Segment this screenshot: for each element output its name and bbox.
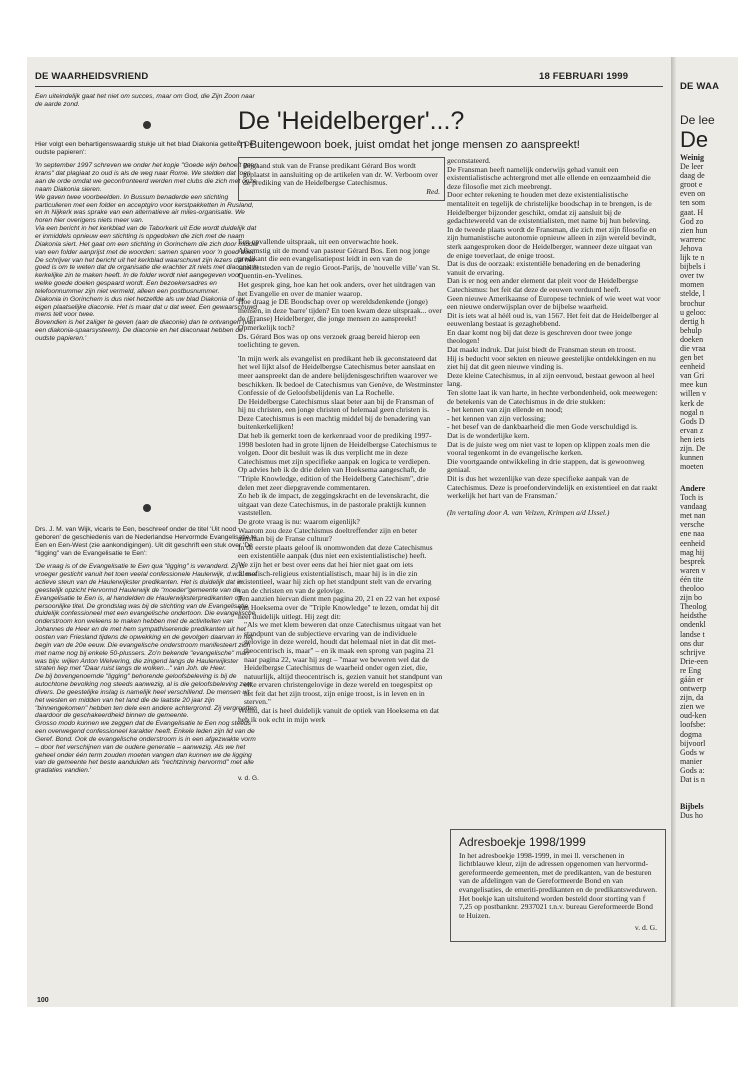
article-column-middle <box>238 238 443 724</box>
article-paragraph: Waarom zou deze Catechismus doeltreffender zijn en beter aanslaan bij de Franse cultuur? <box>238 525 418 544</box>
article-paragraph: Hoe draag je DE Boodschap over op wereldsdenkende (jonge) mensen, in deze 'barre' tijden? En toen kwam deze uitspraak... over de (Franse) Heidelberger, die jonge mensen zo aanspreekt! Opmerkelijk toch? <box>238 297 442 332</box>
adjacent-text-line: zijn. De <box>680 444 706 453</box>
left-signature: v. d. G. <box>237 775 259 783</box>
adjacent-text-line: dogma <box>680 729 702 739</box>
adjacent-text-line: zien we <box>680 702 705 712</box>
article-paragraph: Welnu, dat is heel duidelijk vanuit de optiek van Hoeksema en dat heb ik ook echt in mijn werk <box>238 706 439 724</box>
evangelisatie-quote-2: De bij bovengenoemde "ligging" behorende geloofsbeleving is bij de autochtone bevolking nog steeds aanwezig, al is die geloofsbeleving zeer divers. De geestelijke inslag is namelijk heel verschillend. De mensen uit het westen en midden van het land die de laatste 20 jaar zijn "binnengekomen" hebben ten dele een andere achtergrond. Zij vergrootten daardoor de geschakeerdheid binnen de gemeente. <box>35 673 257 720</box>
adjacent-text-line: kerk de <box>680 398 704 408</box>
adjacent-text-line: Toch is <box>680 493 704 503</box>
adjacent-text-line: u geloo: <box>680 307 706 317</box>
evangelisatie-quote-1: 'De vraag is of de Evangelisatie te Een qua "ligging" is veranderd. Zij is vroeger gesticht vanuit het toen veelal confessionele Haulerwijk, d.w.z. met actieve steun van de Haulerwijkster predikanten. Het is duidelijk dat in geestelijk opzicht Hervormd Haulerwijk de "moeder"gemeente van de Evangelisatie te Een is, al handelden de Haulerwijksterpredikanten op persoonlijke titel. De grondslag was bij de stichting van de Evangelisatie duidelijk confessioneel met een evangelische ondertoon. Die evangelische onderstroom kon weleens te maken hebben met de activiteiten van Johannes de Heer en de met hem sympathiserende predikanten uit het oosten van Friesland tijdens de opwekking en de gevolgen daarvan in het begin van de 20e eeuw. Die evangelische onderstroom manifesteert zich met name nog bij enkele 50-plussers. Zo'n bekende "evangelische" man was bijv. wijlen Anton Welvering, die zingend langs de Haulerwijkster straten liep met "Daar ruist langs de wolken..." van Joh. de Heer. <box>35 563 257 673</box>
adjacent-text-line: Dus ho <box>680 811 703 821</box>
article-paragraph: Hij is beducht voor sekten en nieuwe geestelijke ontdekkingen en nu ziet hij dat dit geen nieuwe vinding is. <box>447 353 656 372</box>
diakonia-quote-5: Diakonia in Gorinchem is dus niet hetzelfde als uw blad Diakonia of uw eigen plaatselijke diaconie. Het is maar dat u dat weet. Een gewaarschuwd mens telt voor twee. <box>35 295 257 319</box>
article-paragraph: Op advies heb ik de drie delen van Hoeksema aangeschaft, de "Triple Knowledge, edition of the Heidelberg Catechism", drie delen met zeer diepgravende commentaren. <box>238 465 429 492</box>
adjacent-text-line: brochur <box>680 298 705 308</box>
article-paragraph: In de tweede plaats wordt de Fransman, die zich met zijn filosofie en zijn humanistische autonomie opnieuw alleen in zijn wereld bevindt, sterk aangesproken door de Heidelberger, wanneer deze uitgaat van de enige toeverlaat, de enige troost. <box>447 224 657 260</box>
article-paragraph: 'In mijn werk als evangelist en predikant heb ik geconstateerd dat het wel lijkt alsof de Heidelbergse Catechismus beter aanslaat en meer aanspreekt dan de andere belijdenisgeschriften waarover we beschikken. Ik bedoel de Catechismus van Genève, de Westminster Confessie of de Geloofsbelijdenis van La Rochelle. <box>238 353 443 398</box>
article-paragraph: In de eerste plaats geloof ik onomwonden dat deze Catechismus een existentiële aanpak (dus niet een existentialistische) heeft. <box>238 542 433 561</box>
adjacent-text-line: God zo <box>680 216 704 226</box>
adjacent-text-line: oud-ken <box>680 711 707 721</box>
bullet-separator <box>143 121 151 129</box>
article-paragraph: De Fransman heeft namelijk onderwijs gehad vanuit een existentialistische achtergrond met alle ellende en eenzaamheid die deze filosofie met zich meebrengt. <box>447 164 651 191</box>
adjacent-text-line: Dat is n <box>680 775 705 784</box>
adjacent-column-3 <box>680 802 738 820</box>
bullet-separator <box>143 504 151 512</box>
adjacent-text-line: gaat. H <box>680 207 704 217</box>
list-item: - het kennen van zijn ellende en nood; <box>447 405 563 415</box>
left-column-bottom <box>35 504 259 783</box>
adjacent-text-line: mee kun <box>680 380 708 390</box>
article-paragraph: Zo heb ik de impact, de zeggingskracht en de levenskracht, die uitgaat van deze Catechismus, in de pastorale praktijk kunnen vaststellen. <box>238 491 430 518</box>
left-column-top <box>35 93 259 343</box>
adjacent-text-line: Weinig <box>680 153 705 162</box>
adjacent-text-line: schrijve <box>680 647 706 657</box>
evangelisatie-quote-3: Grosso modo kunnen we zeggen dat de Evangelisatie te Een nog steeds een overwegend confessioneel karakter heeft. Enkele leden zijn lid van de Geref. Bond. Ook de evangelische onderstroom is in een afgezwakte vorm – door het verschijnen van de oudere generatie – aanwezig. Als we het geheel onder één term zouden moeten vangen dan kunnen we de ligging van de gemeente het beste aanduiden als "rechtzinnig hervormd" met alle gradaties vandien.' <box>35 720 256 775</box>
article-paragraph: Door echter rekening te houden met deze existentialistische mentaliteit en tegelijk de christelijke boodschap in te brengen, is de Heidelberger bijzonder geschikt, omdat zij aansluit bij de gedachtewereld van de existentialisten, met name bij hun beleving. <box>447 190 652 226</box>
adjacent-text-line: kunnen <box>680 453 704 463</box>
article-paragraph: Die voortgaande ontwikkeling in drie stappen, dat is gewoonweg geniaal. <box>447 456 645 475</box>
adjacent-text-line: bijvoorl <box>680 738 706 748</box>
adjacent-text-line: Drie-een <box>680 656 708 666</box>
adresboekje-title: Adresboekje 1998/1999 <box>459 835 586 849</box>
adjacent-text-line: Gods w <box>680 747 705 757</box>
adjacent-text-line: die vraa <box>680 343 706 353</box>
article-paragraph: Dit is iets wat al héél oud is, van 1567. Het feit dat de Heidelberger al eeuwenlang bestaat is gezaghebbend. <box>447 310 659 329</box>
adjacent-text-line: hen iets <box>680 434 705 444</box>
adjacent-text-line: lijk te n <box>680 253 705 263</box>
article-paragraph: Ten slotte laat ik van harte, in hechte verbondenheid, ook meewegen: de betekenis van de Catechismus in de drie stukken: <box>447 388 658 406</box>
article-paragraph: Dat maakt indruk. Dat juist biedt de Fransman steun en troost. <box>447 345 636 355</box>
article-paragraph: Ten aanzien hiervan dient men pagina 20, 21 en 22 van het exposé van Hoeksema over de "Triple Knowledge" te lezen, omdat hij dit heel duidelijk uitlegt. Hij zegt dit: <box>238 594 440 621</box>
article-paragraph: Dat is dus de oorzaak: existentiële benadering en de benadering vanuit de ervaring. <box>447 259 641 277</box>
adjacent-text-line: ontwerp <box>680 684 707 694</box>
adresboekje-text: In het adresboekje 1998-1999, in mei ll. verschenen in lichtblauwe kleur, zijn de adressen opgenomen van hervormd-gereformeerde gemeenten, met de predikanten, van de besturen van de afdelingen van de Gereformeerde Bond en van evangelisaties, de emeriti-predikanten en de predikantsweduwen. <box>459 850 657 894</box>
adjacent-text-line: van Gri <box>680 371 705 381</box>
evangelisatie-intro: Drs. J. M. van Wijk, vicaris te Een, beschreef onder de titel 'Uit nood geboren' de geschiedenis van de Nederlandse Hervormde Evangelisatie te Een en Een-West (zie aankondigingen). Uit dit geschrift een stuk over 'De "ligging" van de Evangelisatie te Een': <box>35 526 257 557</box>
adjacent-text-line: momen <box>680 280 704 290</box>
article-paragraph: Dit is dus het wezenlijke van deze specifieke aanpak van de Catechismus. Deze is proefondervindelijk en existentieel en dat raakt werkelijk het hart van de Fransman.' <box>447 473 658 501</box>
diakonia-quote-3: Via een bericht in het kerkblad van de Taborkerk uit Ede wordt duidelijk dat er inmiddels opnieuw een stichting is opgedoken die zich met de naam Diakonia siert. Het gaat om een stichting in Gorinchem die zich door middel van een folder aanprijst met de woorden: samen sparen voor 'n goed doel. <box>35 225 259 256</box>
adjacent-text-line: heidsthe <box>680 611 707 621</box>
adjacent-text-line: landse t <box>680 629 705 639</box>
adjacent-text-line: ondenkl <box>680 620 706 630</box>
article-paragraph: En daar komt nog bij dat deze is geschreven door twee jonge theologen! <box>447 327 632 346</box>
article-paragraph: geconstateerd. <box>447 156 491 165</box>
adjacent-text-line: nogal n <box>680 407 704 417</box>
list-item: - het kennen van zijn verlossing; <box>447 413 546 423</box>
adjacent-text-line: moeten <box>680 462 704 472</box>
adresboekje-order-text: Het boekje kan uitsluitend worden besteld door storting van f 7,25 op postbanknr. 2937021 t.n.v. bureau Gereformeerde Bond te Huizen. <box>459 893 653 920</box>
adjacent-text-line: theoloo <box>680 584 704 594</box>
adjacent-text-line: zien hun <box>680 225 708 235</box>
adjacent-text-line: dertig h <box>680 316 705 326</box>
adjacent-text-line: Jehova <box>680 243 703 253</box>
adjacent-text-line: daag de <box>680 171 705 181</box>
adjacent-text-line: eenheid <box>680 362 705 372</box>
issue-date: 18 FEBRUARI 1999 <box>539 71 629 82</box>
adjacent-text-line: Gods a: <box>680 765 705 775</box>
article-paragraph: Deze kleine Catechismus, in al zijn eenvoud, bestaat gewoon al heel lang. <box>447 370 655 389</box>
adjacent-text-line: ervan z <box>680 425 704 435</box>
header-rule <box>35 86 663 87</box>
adjacent-title-line-2: De <box>680 127 709 152</box>
article-paragraph: De Heidelbergse Catechismus slaat beter aan bij de Fransman of hij nu christen, een jonge christen of helemaal geen christen is. <box>238 396 434 415</box>
article-paragraph: We zijn het er best over eens dat hei hier niet gaat om iets filosofisch-religieus existentialistisch, maar hij is in die zin existentieel, waar hij zich op het standpunt stelt van de ervaring van de christen en van de gelovige. <box>238 559 432 595</box>
article-paragraph: De grote vraag is nu: waarom eigenlijk? <box>238 517 360 526</box>
adjacent-title-line-1: De lee <box>680 113 715 127</box>
adjacent-text-line: ene naa <box>680 529 705 539</box>
article-paragraph: Deze Catechismus is een machtig middel bij de benadering van buitenkerkelijken! <box>238 413 431 432</box>
adjacent-text-line: bijbels i <box>680 262 706 272</box>
adjacent-text-line: manier <box>680 756 703 766</box>
article-paragraph: Ds. Gérard Bos was op ons verzoek graag bereid hierop een toelichting te geven. <box>238 331 420 350</box>
hoeksema-quote: "Als we met klem beweren dat onze Catechismus uitgaat van het standpunt van de subjectieve ervaring van de individuele gelovige in deze wereld, houdt dat helemaal niet in dat dit met-theocentrisch is, maar" – en ik maak een sprong van pagina 21 naar pagina 22, waar hij zegt – "maar we beweren wel dat de Heidelbergse Catechismus de waarheid onder ogen ziet, die, natuurlijk, altijd theocentrisch is, gezien vanuit het standpunt van elke ervaren christengelovige in deze wereld en toegespitst op het feit dat het zijn troost, zijn enige troost, is in leven en in sterven." <box>244 620 443 707</box>
adjacent-text-line: Gods D <box>680 416 705 426</box>
article-paragraph: Dat is de juiste weg om niet vast te lopen op klippen zoals men die vooral tegenkomt in de evangelische kerken. <box>447 439 650 458</box>
adjacent-text-line: willen v <box>680 389 706 399</box>
adresboekje-signature: v. d. G. <box>634 923 657 933</box>
adjacent-page <box>676 57 738 1007</box>
adjacent-text-line: zijn, da <box>680 693 704 703</box>
adjacent-text-line: groot e <box>680 180 703 190</box>
intro-box <box>238 157 445 201</box>
article-subtitle: 'n Buitengewoon boek, juist omdat het jonge mensen zo aanspreekt! <box>238 139 580 151</box>
adjacent-text-line: waren v <box>680 565 706 575</box>
article-paragraph: Dan is er nog een ander element dat pleit voor de Heidelbergse Catechismus: het feit dat deze de eeuwen verduurd heeft. <box>447 276 639 294</box>
adjacent-text-line: even on <box>680 189 706 199</box>
adjacent-column-2 <box>680 484 738 784</box>
diakonia-quote-2: We gaven twee voorbeelden. In Bussum benaderde een stichting particulieren met een folder en acceptgiro voor kerstpakketten in Rusland, en in Nijkerk was sprake van een alternatieve air miles-organisatie. We horen hier overigens niets meer van. <box>35 193 254 225</box>
article-paragraph: Geen nieuwe Amerikaanse of Europese techniek of wie weet wat voor een nieuwe onderwijsplan over de bijbelse waarheid. <box>447 293 661 312</box>
adjacent-column-1 <box>680 153 738 471</box>
adjacent-text-line: met nan <box>680 511 706 521</box>
adresboekje-box <box>450 829 666 942</box>
intro-box-signature: Red. <box>426 186 440 196</box>
adjacent-text-line: besprek <box>680 556 705 566</box>
adjacent-text-line: stelde, l <box>680 289 705 299</box>
adjacent-text-line: re Eng <box>680 665 702 675</box>
adjacent-text-line: De leer <box>680 162 704 172</box>
adjacent-text-line: ons dur <box>680 638 704 648</box>
article-column-right <box>447 157 661 517</box>
adjacent-text-line: over tw <box>680 271 705 281</box>
adjacent-text-line: één tite <box>680 574 704 584</box>
intro-quote: Een uiteindelijk gaat het niet om succes, maar om God, die Zijn Zoon naar de aarde zond. <box>35 93 255 108</box>
adjacent-text-line: ten som <box>680 198 706 208</box>
publication-name: DE WAARHEIDSVRIEND <box>35 71 149 82</box>
article-paragraph: Afkomstig uit de mond van pasteur Gérard Bos. Een nog jonge predikant die een evangelisatiepost leidt in een van de satellietsteden van de regio Groot-Parijs, de 'nouvelle ville' van St. Quentin-en-Yvelines. <box>238 245 441 281</box>
article-paragraph: Een opvallende uitspraak, uit een onverwachte hoek. <box>238 237 399 246</box>
adjacent-text-line: behulp <box>680 325 702 335</box>
adjacent-text-line: Bijbels <box>680 802 704 811</box>
page-number: 100 <box>37 997 49 1004</box>
intro-box-text: Bijgaand stuk van de Franse predikant Gérard Bos wordt geplaatst in aansluiting op de artikelen van dr. W. Verboom over de prediking van de Heidelbergse Catechismus. <box>243 161 438 188</box>
adjacent-text-line: vandaag <box>680 502 707 512</box>
adjacent-text-line: versche <box>680 520 705 530</box>
diakonia-quote-1: 'In september 1997 schreven we onder het kopje "Goede wijn behoeft geen krans" dat plagiaat zo oud is als de weg naar Rome. We stelden dat toen aan de orde omdat we geconfronteerd werden met clubs die zich met onze naam Diakonia sieren. <box>35 162 258 193</box>
adjacent-text-line: Theolog <box>680 602 707 612</box>
article-paragraph: Dat heb ik gemerkt toen de kerkenraad voor de prediking 1997-1998 besloten had in grote lijnen de Heidelbergse Catechismus te volgen. Door dit besluit was ik dus verplicht me in deze Catechismus met zijn specifieke aanpak en logica te verdiepen. <box>238 431 437 466</box>
adjacent-text-line: gáán er <box>680 674 704 684</box>
diakonia-quote-6: Bovendien is het zaliger te geven (aan de diaconie) dan te ontvangen (van een diakonia-spaarsysteem). De diaconie en het diaconaat hebben de oudste papieren.' <box>35 319 256 342</box>
adjacent-text-line: Andere <box>680 484 706 493</box>
adjacent-text-line: mag hij <box>680 547 705 557</box>
translation-credit: (In vertaling door A. van Velzen, Krimpen a/d IJssel.) <box>447 507 610 517</box>
adjacent-text-line: zijn bo <box>680 593 702 603</box>
adjacent-text-line: loofsbe: <box>680 720 706 730</box>
adjacent-text-line: eenheid <box>680 538 705 548</box>
diakonia-intro: Hier volgt een behartigenswaardig stukje uit het blad Diakonia getiteld 'De oudste papieren': <box>35 140 254 156</box>
article-title: De 'Heidelberger'...? <box>238 107 465 135</box>
article-paragraph: Het gesprek ging, hoe kan het ook anders, over het uitdragen van het Evangelie en over de manier waarop. <box>238 279 436 298</box>
diakonia-quote-4: De schrijver van het bericht uit het kerkblad waarschuwt zijn lezers dat het goed is om te weten dat de organisatie die erachter zit niets met diaconie in kerkelijke zin te maken heeft. In de folder wordt niet aangegeven voor welke goede doelen gespaard wordt. Een bezoekersadres en telefoonnummer zijn niet vermeld, alleen een postbusnummer. <box>35 256 259 295</box>
list-item: - het besef van de dankbaarheid die men Gode verschuldigd is. <box>447 422 638 432</box>
adjacent-text-line: gen bet <box>680 353 704 363</box>
newspaper-page <box>27 57 671 1007</box>
adjacent-text-line: doeken <box>680 334 704 344</box>
article-paragraph: Dat is de wonderlijke kern. <box>447 431 530 440</box>
adjacent-header: DE WAA <box>680 81 720 92</box>
adjacent-text-line: warrenc <box>680 234 706 244</box>
